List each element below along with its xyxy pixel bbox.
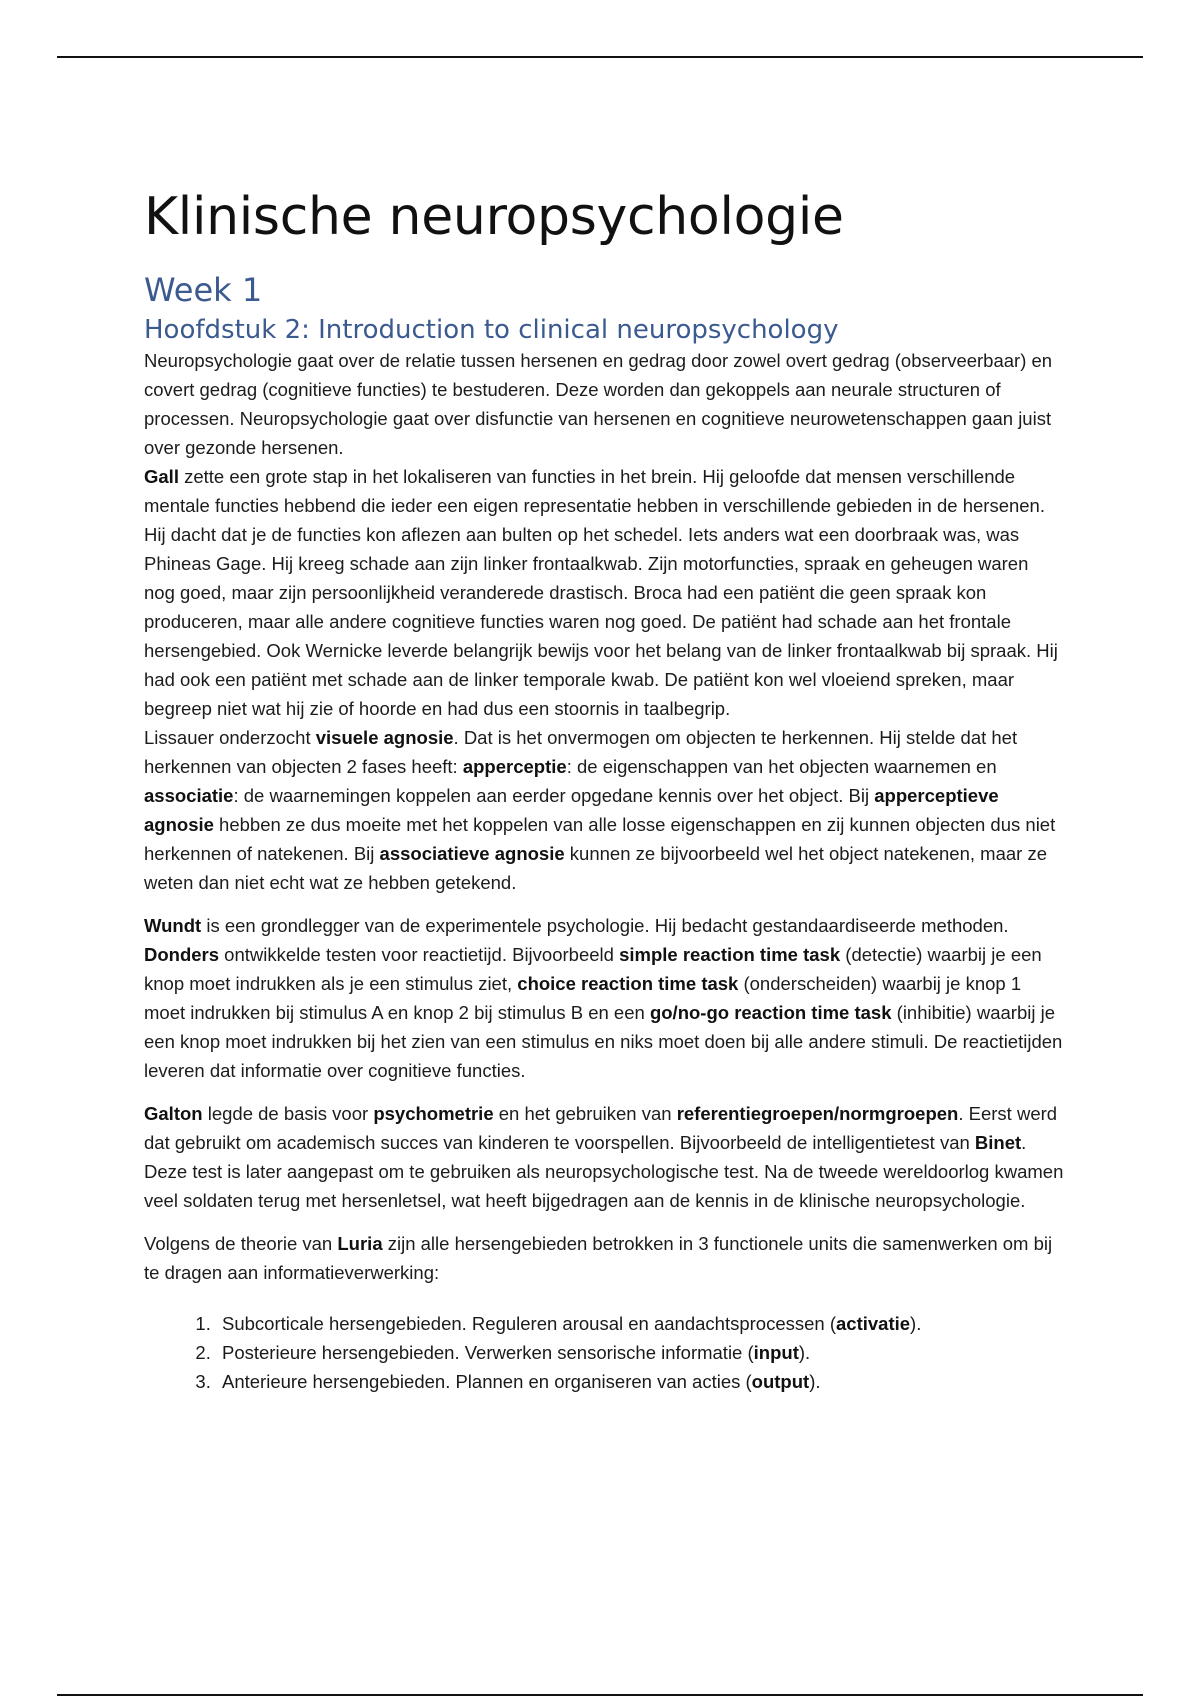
header-rule xyxy=(57,56,1143,58)
document-title: Klinische neuropsychologie xyxy=(144,187,844,247)
list-item: 3. Anterieure hersengebieden. Plannen en organiseren van acties (output). xyxy=(216,1367,1064,1396)
luria-units-list xyxy=(144,1309,1064,1396)
paragraph-intro: Neuropsychologie gaat over de relatie tussen hersenen en gedrag door zowel overt gedrag (observeerbaar) en covert gedrag (cognitieve functies) te bestuderen. Deze worden dan gekoppels aan neurale structuren of processen. Neuropsychologie gaat over disfunctie van hersenen en cognitieve neurowetenschappen gaan juist over gezonde hersenen. xyxy=(144,350,1053,458)
paragraph-wundt: Wundt is een grondlegger van de experimentele psychologie. Hij bedacht gestandaardiseerde methoden. Donders ontwikkelde testen voor reactietijd. Bijvoorbeeld simple reaction time task (detectie) waarbij je een knop moet indrukken als je een stimulus ziet, choice reaction time task (onderscheiden) waarbij je knop 1 moet indrukken bij stimulus A en knop 2 bij stimulus B en een go/no-go reaction time task (inhibitie) waarbij je een knop moet indrukken bij het zien van een stimulus en niks moet doen bij alle andere stimuli. De reactietijden leveren dat informatie over cognitieve functies. xyxy=(144,915,1063,1081)
document-body xyxy=(144,186,1064,1396)
week-heading: Week 1 xyxy=(144,271,263,309)
list-item: 1. Subcorticale hersengebieden. Reguleren arousal en aandachtsprocessen (activatie). xyxy=(216,1309,1064,1338)
chapter-heading: Hoofdstuk 2: Introduction to clinical neuropsychology xyxy=(144,315,839,345)
paragraph-luria: Volgens de theorie van Luria zijn alle hersengebieden betrokken in 3 functionele units die samenwerken om bij te dragen aan informatieverwerking: xyxy=(144,1233,1053,1283)
paragraph-gall: Gall zette een grote stap in het lokaliseren van functies in het brein. Hij geloofde dat mensen verschillende mentale functies hebbend die ieder een eigen representatie hebben in verschillende gebieden in de hersenen. Hij dacht dat je de functies kon aflezen aan bulten op het schedel. Iets anders wat een doorbraak was, was Phineas Gage. Hij kreeg schade aan zijn linker frontaalkwab. Zijn motorfuncties, spraak en geheugen waren nog goed, maar zijn persoonlijkheid veranderede drastisch. Broca had een patiënt die geen spraak kon produceren, maar alle andere cognitieve functies waren nog goed. De patiënt had schade aan het frontale hersengebied. Ook Wernicke leverde belangrijk bewijs voor het belang van de linker frontaalkwab bij spraak. Hij had ook een patiënt met schade aan de linker temporale kwab. De patiënt kon wel vloeiend spreken, maar begreep niet wat hij zie of hoorde en had dus een stoornis in taalbegrip. xyxy=(144,466,1058,719)
footer-rule xyxy=(57,1694,1143,1696)
paragraph-lissauer: Lissauer onderzocht visuele agnosie. Dat is het onvermogen om objecten te herkennen. Hij stelde dat het herkennen van objecten 2 fases heeft: apperceptie: de eigenschappen van het objecten waarnemen en associatie: de waarnemingen koppelen aan eerder opgedane kennis over het object. Bij apperceptieve agnosie hebben ze dus moeite met het koppelen van alle losse eigenschappen en zij kunnen objecten dus niet herkennen of natekenen. Bij associatieve agnosie kunnen ze bijvoorbeeld wel het object natekenen, maar ze weten dan niet echt wat ze hebben getekend. xyxy=(144,727,1056,893)
list-item: 2. Posterieure hersengebieden. Verwerken sensorische informatie (input). xyxy=(216,1338,1064,1367)
paragraph-galton: Galton legde de basis voor psychometrie en het gebruiken van referentiegroepen/normgroepen. Eerst werd dat gebruikt om academisch succes van kinderen te voorspellen. Bijvoorbeeld de intelligentietest van Binet. Deze test is later aangepast om te gebruiken als neuropsychologische test. Na de tweede wereldoorlog kwamen veel soldaten terug met hersenletsel, wat heeft bijgedragen aan de kennis in de klinische neuropsychologie. xyxy=(144,1103,1064,1211)
